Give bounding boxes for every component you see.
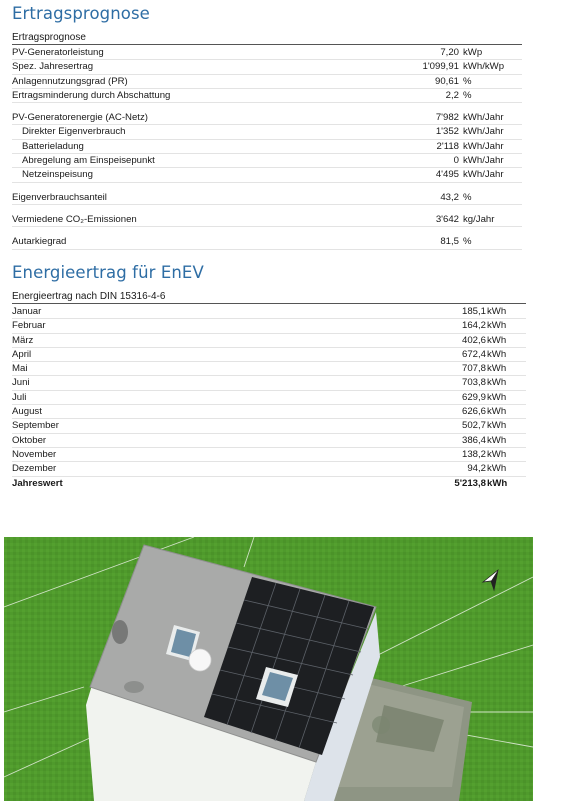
row-label: PV-Generatorenergie (AC-Netz) bbox=[12, 112, 148, 124]
table-row bbox=[12, 334, 526, 348]
row-unit: kWh bbox=[487, 334, 507, 346]
table-row bbox=[12, 46, 522, 60]
3d-roof-visualization bbox=[4, 537, 533, 801]
row-unit: kWh bbox=[487, 363, 507, 375]
table-row bbox=[12, 405, 526, 419]
yield-forecast-table bbox=[12, 31, 522, 250]
monthly-energy-table bbox=[12, 290, 526, 491]
row-unit: kWh bbox=[487, 448, 507, 460]
row-value: 5'213,8 bbox=[454, 477, 486, 489]
row-unit: kWh/kWp bbox=[463, 61, 505, 73]
table-row bbox=[12, 419, 526, 433]
table-row bbox=[12, 213, 522, 227]
table-row bbox=[12, 235, 522, 249]
row-value: 707,8 bbox=[461, 363, 486, 375]
row-label: Februar bbox=[12, 320, 46, 332]
row-label: November bbox=[12, 448, 57, 460]
row-unit: kWh bbox=[487, 306, 507, 317]
row-value: 81,5 bbox=[440, 236, 459, 248]
table-row bbox=[12, 168, 522, 182]
row-value: 629,9 bbox=[461, 391, 486, 403]
row-label: Januar bbox=[12, 306, 42, 317]
row-unit: kWh bbox=[487, 406, 507, 418]
row-unit: kWh bbox=[487, 320, 507, 332]
row-value: 1'099,91 bbox=[422, 61, 459, 73]
row-value: 402,6 bbox=[461, 334, 486, 346]
row-value: 94,2 bbox=[467, 463, 486, 475]
row-unit: kWh bbox=[487, 377, 507, 389]
table-row bbox=[12, 140, 522, 154]
table-row bbox=[12, 448, 526, 462]
row-value: 7'982 bbox=[435, 112, 459, 124]
row-value: 2,2 bbox=[445, 89, 459, 101]
row-label: Batterieladung bbox=[22, 140, 84, 152]
row-label: Eigenverbrauchsanteil bbox=[12, 191, 107, 203]
heading-ertragsprognose: Ertragsprognose bbox=[12, 4, 150, 23]
row-value: 138,2 bbox=[461, 448, 486, 460]
table-caption: Energieertrag nach DIN 15316-4-6 bbox=[12, 290, 526, 304]
heading-energieertrag-enev: Energieertrag für EnEV bbox=[12, 263, 204, 282]
row-unit: kWh/Jahr bbox=[463, 155, 504, 167]
row-value: 672,4 bbox=[461, 348, 486, 360]
row-unit: kWh/Jahr bbox=[463, 112, 504, 124]
row-unit: kWh/Jahr bbox=[463, 126, 504, 138]
row-label: Netzeinspeisung bbox=[22, 169, 93, 181]
row-label: Dezember bbox=[12, 463, 57, 475]
row-label: August bbox=[12, 406, 42, 418]
roof-dome-obstacle bbox=[189, 649, 211, 671]
row-value: 90,61 bbox=[434, 75, 459, 87]
row-label: Autarkiegrad bbox=[12, 236, 67, 248]
row-value: 703,8 bbox=[461, 377, 486, 389]
row-value: 626,6 bbox=[461, 406, 486, 418]
table-row bbox=[12, 111, 522, 125]
row-value: 502,7 bbox=[461, 420, 486, 432]
row-unit: kWh/Jahr bbox=[463, 140, 504, 152]
row-unit: % bbox=[463, 191, 472, 203]
table-row bbox=[12, 348, 526, 362]
row-unit: kWh bbox=[487, 434, 507, 446]
row-unit: kWp bbox=[463, 47, 483, 58]
row-unit: kWh bbox=[487, 420, 507, 432]
table-row bbox=[12, 362, 526, 376]
table-row bbox=[12, 89, 522, 103]
table-caption: Ertragsprognose bbox=[12, 31, 522, 45]
row-label: Mai bbox=[12, 363, 28, 375]
row-label: Ertragsminderung durch Abschattung bbox=[12, 89, 171, 101]
row-value: 386,4 bbox=[461, 434, 486, 446]
table-row bbox=[12, 391, 526, 405]
row-label: September bbox=[12, 420, 59, 432]
row-value: 185,1 bbox=[461, 306, 486, 317]
row-value: 4'495 bbox=[435, 169, 459, 181]
row-label: Oktober bbox=[12, 434, 47, 446]
row-label: Juli bbox=[12, 391, 27, 403]
table-row bbox=[12, 376, 526, 390]
row-label: Abregelung am Einspeisepunkt bbox=[22, 155, 155, 167]
row-label: Spez. Jahresertrag bbox=[12, 61, 94, 73]
table-row bbox=[12, 191, 522, 205]
table-row-total bbox=[12, 477, 526, 491]
row-unit: kWh/Jahr bbox=[463, 169, 504, 181]
table-row bbox=[12, 305, 526, 319]
row-value: 7,20 bbox=[440, 47, 459, 58]
table-row bbox=[12, 60, 522, 74]
row-value: 43,2 bbox=[440, 191, 459, 203]
table-row bbox=[12, 319, 526, 333]
row-unit: % bbox=[463, 89, 472, 101]
row-value: 0 bbox=[453, 155, 459, 167]
row-value: 3'642 bbox=[435, 213, 459, 225]
row-value: 164,2 bbox=[461, 320, 486, 332]
table-row bbox=[12, 125, 522, 139]
table-row bbox=[12, 75, 522, 89]
row-label: Juni bbox=[12, 377, 30, 389]
row-unit: kg/Jahr bbox=[463, 213, 495, 225]
table-row bbox=[12, 462, 526, 476]
table-row bbox=[12, 434, 526, 448]
row-label: Anlagennutzungsgrad (PR) bbox=[12, 75, 128, 87]
row-label: Jahreswert bbox=[12, 477, 63, 489]
row-unit: % bbox=[463, 75, 472, 87]
row-value: 1'352 bbox=[435, 126, 459, 138]
row-label: PV-Generatorleistung bbox=[12, 47, 104, 58]
row-unit: kWh bbox=[487, 348, 507, 360]
row-value: 2'118 bbox=[436, 140, 459, 152]
north-arrow-icon bbox=[480, 568, 502, 592]
row-label: Vermiedene CO₂-Emissionen bbox=[12, 213, 137, 225]
row-label: Direkter Eigenverbrauch bbox=[22, 126, 126, 138]
row-unit: % bbox=[463, 236, 472, 248]
row-unit: kWh bbox=[487, 463, 507, 475]
row-unit: kWh bbox=[487, 477, 508, 489]
row-unit: kWh bbox=[487, 391, 507, 403]
row-label: April bbox=[12, 348, 32, 360]
row-label: März bbox=[12, 334, 34, 346]
table-row bbox=[12, 154, 522, 168]
